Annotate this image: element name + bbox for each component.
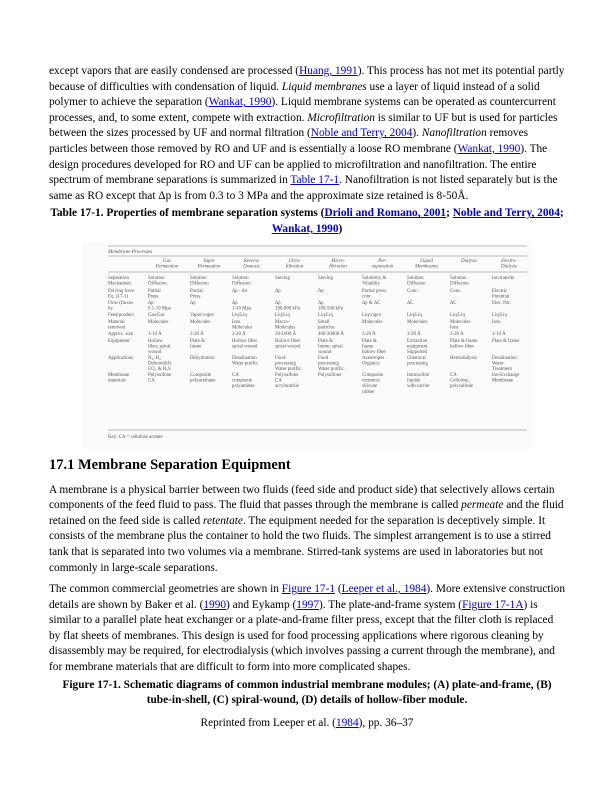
table-column-header: Vapor <box>202 258 215 264</box>
table-cell-text: Water purific. <box>274 366 302 372</box>
table-cell-text: Plate & <box>361 338 377 344</box>
table-cell-text: Azeotropes <box>361 355 384 361</box>
table-cell-text: Δp <box>317 300 324 306</box>
table-column-header: Dialysis <box>500 264 517 270</box>
table-cell-text: frame <box>361 344 373 350</box>
table-cell-text: Plate & frame <box>449 338 477 344</box>
table-cell-text: Cellulose, <box>449 378 470 384</box>
table-cell-text: 3-20 Å <box>361 331 376 337</box>
table-cell-text: 3-20 Å <box>231 331 246 337</box>
table-cell-text: ΔC <box>406 300 413 306</box>
citation-baker-1990[interactable]: 1990 <box>203 598 227 611</box>
table-cell-text: Composite <box>189 372 211 378</box>
table-cell-text: Diffusion <box>449 281 469 287</box>
table-cell-text: Elec. Pot. <box>491 300 511 306</box>
table-cell-text: wound <box>317 349 331 355</box>
table-cell-text: Molecules <box>231 325 252 331</box>
table-row-label: Feed/product <box>107 312 134 318</box>
table-cell-text: Immiscible <box>406 372 429 378</box>
table-column-header: Permeation <box>197 264 220 270</box>
table-cell-text: equipment <box>406 344 428 350</box>
table-cell-text: Δp <box>231 300 238 306</box>
table-cell-text: Electric <box>491 288 507 294</box>
table-cell-text: 1-10 Å <box>147 331 162 337</box>
citation-noble-terry-2004-b[interactable]: Noble and Terry, 2004 <box>452 207 560 220</box>
citation-leeper-1984[interactable]: Leeper et al., 1984 <box>341 583 427 596</box>
table-cell-text: Δp <box>189 300 196 306</box>
table-cell-text: Molecules <box>361 319 382 325</box>
intro-paragraph: except vapors that are easily condensed are processed (Huang, 1991). This process has not met its potential partly because of difficulties with condensation of liquid. Liquid membranes use a layer of liquid instead of a solid polymer to achieve the separation (Wankat, 1990). Liquid membrane systems can be operated as countercurrent processes, and, to some extent, compete with extraction. Microfiltration is similar to UF but is used for particles between the sizes processed by UF and normal filtration (Noble and Terry, 2004). Nanofiltration removes particles between those removed by RO and UF and is essentially a loose RO membrane (Wankat, 1990). The design procedures developed for RO and UF can be applied to microfiltration and nanofiltration. The entire spectrum of membrane separations is summarized in Table 17-1. Nanofiltration is not listed separately but is the same as RO except that Δp is from 0.3 to 3 MPa and the approximate size retained is 8-50Å. <box>49 65 565 202</box>
table-cell-text: cerumics <box>361 378 380 384</box>
table-cell-text: hollow fiber <box>361 349 386 355</box>
table-cell-text: acrylonitrile <box>274 383 299 389</box>
table-cell-text: 100-500 kPa <box>317 306 343 312</box>
page-content <box>49 64 565 731</box>
table-column-header: Per- <box>377 258 387 264</box>
citation-eykamp-1997[interactable]: 1997 <box>296 598 319 611</box>
table-cell-text: Δp <box>147 300 154 306</box>
table-cell-text: Macro- <box>274 319 289 325</box>
table-column-header: Liquid <box>419 258 433 264</box>
table-cell-text: particles <box>317 325 335 331</box>
table-column-header: Micro- <box>330 258 345 264</box>
table-cell-text: Partial <box>147 288 161 294</box>
table-cell-text: Water purific. <box>231 361 259 367</box>
table-cell-text: Molecules <box>449 319 470 325</box>
table-cell-text: CA <box>147 378 155 384</box>
table-cell-text: spiral wound <box>231 344 257 350</box>
citation-drioli-romano-2001[interactable]: Drioli and Romano, 2001 <box>324 207 447 220</box>
table-cell-text: Sieving <box>274 275 290 281</box>
citation-wankat-1990-c[interactable]: Wankat, 1990 <box>271 222 339 235</box>
table-row-label: Applications <box>107 355 133 361</box>
table-cell-text: Dehumidify <box>147 361 172 367</box>
table-cell-text: composite <box>231 378 252 384</box>
paragraph-membrane-definition: A membrane is a physical barrier between two fluids (feed side and product side) that selectively allows certain components of the feed fluid to pass. The fluid that passes through the membrane is called permeate and the fluid retained on the feed side is called retentate. The equipment needed for the separation is deceptively simple. It consists of the membrane plus the container to hold the two fluids. The simplest arrangement is to use a stirred tank that is separated into two volumes via a membrane. Stirred-tank systems are used in laboratories but not commonly in large-scale separations. <box>49 483 564 574</box>
table-cell-text: Liq/Liq <box>406 312 422 318</box>
table-cell-text: Ion transfer <box>491 275 515 281</box>
table-column-header: Ultra- <box>287 258 301 264</box>
table-cell-text: Composite <box>361 372 383 378</box>
figure-caption: Figure 17-1. Schematic diagrams of common industrial membrane modules; (A) plate-and-frame, (B) tube-in-shell, (C) spiral-wound, (D) details of hollow-fiber module. <box>62 678 552 707</box>
table-cell-text: Press. <box>189 294 202 300</box>
reprinted-note: Reprinted from Leeper et al. (1984), pp. 36–37 <box>200 716 414 729</box>
table-cell-text: Hemodialysis <box>449 355 477 361</box>
table-cell-text: CA <box>231 372 239 378</box>
table-cell-text: Liq/Liq <box>274 312 290 318</box>
table-row-label: removed <box>107 325 125 331</box>
link-figure-17-1a[interactable]: Figure 17-1A <box>462 598 524 611</box>
table-cell-text: Solution <box>231 275 249 281</box>
table-cell-text: Vapor/vapor <box>189 312 214 318</box>
table-cell-text: Liq/Liq <box>231 312 247 318</box>
table-cell-text: processing <box>406 361 428 367</box>
table-cell-text: Supported <box>406 349 427 355</box>
table-cell-text: 3-20 Å <box>406 331 421 337</box>
table-cell-text: Potential <box>491 294 509 300</box>
table-cell-text: Organics <box>361 361 380 367</box>
table-column-header: Dialysis <box>460 258 477 264</box>
table-row-label: Driving force <box>107 288 134 294</box>
membrane-table-image <box>82 243 533 449</box>
table-cell-text: Water <box>491 361 504 367</box>
table-cell-text: N₂, H₂ <box>147 355 161 361</box>
table-cell-text: Partial press. <box>361 288 387 294</box>
table-cell-text: Dehydration <box>189 355 214 361</box>
table-cell-text: Gas/Gas <box>147 312 165 318</box>
table-cell-text: Molecules <box>147 319 168 325</box>
table-row-label: Mechanism <box>107 281 131 287</box>
table-cell-text: Diffusion <box>231 281 251 287</box>
citation-wankat-1990-b[interactable]: Wankat, 1990 <box>457 142 521 155</box>
table-row-label: Equipment <box>107 338 129 344</box>
table-column-header: Osmosis <box>242 264 260 270</box>
table-cell-text: Liq/Liq <box>491 312 507 318</box>
table-cell-text: Polysulfone <box>274 372 298 378</box>
table-cell-text: Liq/Liq <box>317 312 333 318</box>
table-cell-text: hollow fiber <box>449 344 474 350</box>
table-cell-text: Sieving <box>317 275 333 281</box>
table-cell-text: Solubility & <box>361 275 386 281</box>
link-figure-17-1[interactable]: Figure 17-1 <box>281 583 336 596</box>
table-cell-text: Molecules <box>189 319 210 325</box>
table-column-header: vaporation <box>371 264 393 270</box>
table-cell-text: Diffusion <box>406 281 426 287</box>
table-cell-text: Solution <box>449 275 467 281</box>
table-cell-text: Solution <box>189 275 207 281</box>
table-cell-text: Press. <box>147 294 160 300</box>
table-cell-text: Plate & <box>189 338 205 344</box>
citation-noble-terry-2004[interactable]: Noble and Terry, 2004 <box>310 127 413 140</box>
table-cell-text: conc. <box>361 294 372 300</box>
table-cell-text: Extraction <box>406 338 427 344</box>
table-cell-text: Plate & <box>317 338 333 344</box>
section-heading: 17.1 Membrane Separation Equipment <box>49 456 291 473</box>
table-cell-text: 0.1-10 Mpa <box>147 306 171 312</box>
table-column-header: Reverse <box>243 258 259 264</box>
citation-leeper-1984-b[interactable]: 1984 <box>335 716 359 729</box>
table-cell-text: Desalination <box>231 355 257 361</box>
table-cell-text: Polysulfone <box>147 372 171 378</box>
table-cell-text: liquids <box>406 378 420 384</box>
table-row-label: Membrane <box>107 372 129 378</box>
table-cell-text: 100-800 kPa <box>274 306 300 312</box>
table-title: Membrane Processes <box>107 248 152 255</box>
table-cell-text: Food <box>274 355 285 361</box>
table-cell-text: Molecules <box>274 325 295 331</box>
table-cell-text: processing <box>317 361 339 367</box>
table-cell-text: CA <box>274 378 282 384</box>
table-cell-text: Ions <box>449 325 458 331</box>
citation-huang-1991[interactable]: Huang, 1991 <box>299 65 358 77</box>
table-cell-text: Partial <box>189 288 203 294</box>
table-cell-text: ΔC <box>449 300 456 306</box>
paragraph-commercial-geometries: The common commercial geometries are shown in Figure 17-1 (Leeper et al., 1984). More extensive construction details are shown by Baker et al. (1990) and Eykamp (1997). The plate-and-frame system (Figure 17-1A) is similar to a parallel plate heat exchanger or a plate-and-frame filter press, except that the filter cloth is replaced by flat sheets of membranes. This design is used for food processing applications where rigorous cleaning by disassembly may be required, for electrodialysis (which involves passing a current through the membrane), and for membrane materials that are difficult to form into more complicated shapes. <box>49 583 566 674</box>
table-cell-text: Ion-Exchange <box>491 372 519 378</box>
table-row-label: Approx. size <box>107 331 133 337</box>
table-cell-text: Liq/Liq <box>449 312 465 318</box>
table-row-label: by <box>107 306 113 312</box>
table-cell-text: Diffusion <box>147 281 167 287</box>
table-cell-text: Hollow <box>147 338 163 344</box>
table-cell-text: 30-1000 Å <box>274 331 296 337</box>
table-cell-text: Ions <box>231 319 240 325</box>
table-cell-text: 3-20 Å <box>189 331 204 337</box>
table-cell-text: 3-10 Å <box>491 331 506 337</box>
table-cell-text: rubber <box>361 389 375 395</box>
table-cell-text: Plate & frame <box>491 338 519 344</box>
table-cell-text: Δp & ΔC <box>361 300 380 306</box>
table-column-header: Membranes <box>414 264 438 270</box>
table-cell-text: polysulfone <box>449 383 473 389</box>
table-cell-text: Hollow fiber <box>274 338 300 344</box>
table-cell-text: Desalination <box>491 355 517 361</box>
table-cell-text: polyamides <box>231 383 255 389</box>
table-cell-text: Membrane <box>491 378 513 384</box>
table-cell-text: Treatment <box>491 366 512 372</box>
table-cell-text: Δp <box>274 300 281 306</box>
table-cell-text: processing <box>274 361 296 367</box>
table-column-header: filtration <box>285 264 303 270</box>
table-row-label: Flow (fluxes <box>107 300 133 306</box>
table-cell-text: frame <box>189 344 201 350</box>
table-caption: Table 17-1. Properties of membrane separation systems (Drioli and Romano, 2001; Noble and Terry, 2004; Wankat, 1990) <box>50 207 564 235</box>
table-cell-text: Conc. <box>449 288 462 294</box>
table-cell-text: 400-20000 Å <box>317 331 344 337</box>
table-cell-text: Molecules <box>406 319 427 325</box>
table-cell-text: Hollow fiber <box>231 338 257 344</box>
table-row-label: Eq. (17-1) <box>107 294 128 300</box>
table-cell-text: Conc. <box>406 288 419 294</box>
table-column-header: filtration <box>328 264 347 270</box>
table-cell-text: with carrier <box>406 383 430 389</box>
table-cell-text: Δp <box>317 288 324 294</box>
table-cell-text: CA <box>449 372 457 378</box>
table-column-header: Electro- <box>500 258 517 264</box>
table-cell-text: Liq/vapor <box>361 312 381 318</box>
table-cell-text: wound <box>147 349 161 355</box>
table-key: Key: CA = cellulose acetate <box>107 434 163 440</box>
table-cell-text: Solution <box>147 275 165 281</box>
table-column-header: Gas <box>162 258 171 264</box>
table-cell-text: polyurethane <box>189 378 216 384</box>
table-cell-text: spiral wound <box>274 344 300 350</box>
table-cell-text: Diffusion <box>189 281 209 287</box>
table-column-header: Permeation <box>155 264 178 270</box>
table-cell-text: Solution <box>406 275 424 281</box>
table-cell-text: frame, spiral <box>317 344 343 350</box>
table-cell-text: Small <box>317 319 329 325</box>
citation-wankat-1990[interactable]: Wankat, 1990 <box>208 96 272 109</box>
table-cell-text: CO₂ & H₂S <box>147 366 171 372</box>
table-cell-text: Polysulfone <box>317 372 341 378</box>
table-cell-text: 1-10 Mpa <box>231 306 251 312</box>
table-cell-text: silicone <box>361 383 377 389</box>
table-cell-text: Volatility <box>361 281 380 287</box>
table-cell-text: Water purific. <box>317 366 345 372</box>
table-cell-text: Ions <box>491 319 500 325</box>
link-table-17-1[interactable]: Table 17-1 <box>290 174 340 187</box>
table-cell-text: Δp <box>274 288 281 294</box>
table-cell-text: Chemical <box>406 355 426 361</box>
table-row-label: materials <box>107 378 126 384</box>
table-cell-text: 3-20 Å <box>449 331 464 337</box>
table-cell-text: Food <box>317 355 328 361</box>
table-row-label: Material <box>107 319 125 325</box>
table-cell-text: Δp - Δπ <box>231 288 247 294</box>
table-cell-text: fiber, spiral <box>147 344 170 350</box>
table-row-label: Separation <box>107 275 129 281</box>
